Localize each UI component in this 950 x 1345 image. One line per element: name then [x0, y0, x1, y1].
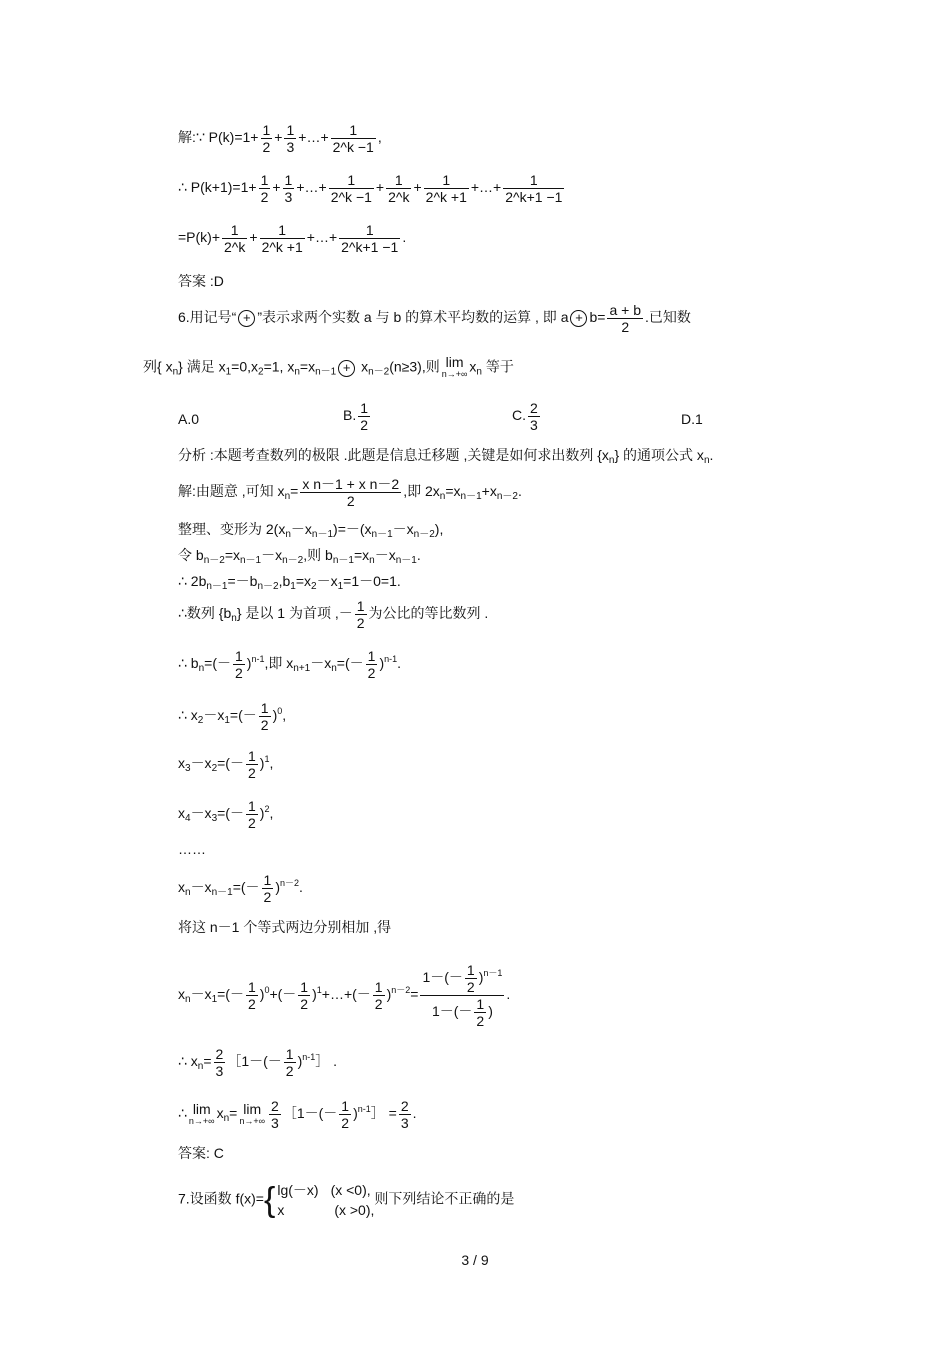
- solution-line-3: =P(k)+ $\frac{1}{2\^{}k}$ + $\frac{1}{2\^{}k +1}$ +…+ $\frac{1}{2\^{}k+1 -1}$ .: [178, 222, 407, 255]
- solution-line-2: ∴ P(k+1)=1+ $\frac{1}{2}$ + $\frac{1}{3}$ +…+ $\frac{1}{2\^{}k -1}$ + $\frac{1}{2\^{}k}$ + $\frac{1}{2\^{}k +1}$ +…+ $\frac{1}{2\^{}k+1 -1}$: [178, 172, 563, 205]
- fraction: $\frac{1}{2\^{}k}$: [388, 172, 410, 205]
- fraction: $\frac{1}{3}$: [286, 122, 295, 155]
- fraction: $\frac{1}{2\^{}k}$: [224, 222, 246, 255]
- fraction: $\frac{1}{2\^{}k+1 -1}$: [341, 222, 399, 255]
- solution-6-11: 将这 n－1 个等式两边分别相加 ,得: [178, 919, 392, 935]
- answer-1: 答案 :D: [178, 273, 224, 289]
- solution-6-6: ∴ $b_n=(-$ $\frac{1}{2}$ )$^{n-1}$,即 $x_{n+1}-x_n=(-$ $\frac{1}{2}$ )$^{n-1}$.: [178, 648, 402, 681]
- circle-plus-icon: +: [238, 310, 255, 327]
- fraction: $\frac{1}{2}$: [260, 172, 269, 205]
- solution-6-13: ∴ $x_n=$ $\frac{2}{3}$ ［1－(－ $\frac{1}{2}$ )$^{n-1}$］ .: [178, 1046, 338, 1079]
- choice-c: C. $\frac{2}{3}$: [512, 400, 538, 433]
- solution-6-14: ∴ lim n→+∞ $x_n=$ lim n→+∞ $\frac{2}{3}$ ［1－(－ $\frac{1}{2}$ )$^{n-1}$］ = $\frac{2}{3}$ .: [178, 1098, 417, 1131]
- solution-6-7: ∴ $x_2-x_1=(-$ $\frac{1}{2}$ )$^0$,: [178, 700, 287, 733]
- fraction: $\frac{1}{2\^{}k -1}$: [330, 172, 372, 205]
- ellipsis: ……: [178, 841, 206, 857]
- fraction: $\frac{a + b}{2}$: [609, 302, 641, 335]
- fraction: $\frac{1}{2\^{}k +1}$: [261, 222, 303, 255]
- answer-2: 答案: C: [178, 1145, 224, 1161]
- question-6: 6.用记号“ + ”表示求两个实数 a 与 b 的算术平均数的运算 , 即 a + b= $\frac{a + b}{2}$ .已知数: [178, 302, 691, 335]
- question-6-cont: 列{ $x_n$} 满足 $x_1=0,x_2=1$, $x_n=x_{n-1} + x_{n-2}(n\ge 3)$,则 lim n→+∞ $x_n$ 等于: [143, 354, 514, 379]
- solution-6-1: 解:由题意 ,可知 $x_n=$ $\frac{\text{x n－1 + x n－2}}{2}$ ,即 $2x_n=x_{n-1}+x_{n-2}$.: [178, 476, 522, 509]
- solution-6-10: $x_n-x_{n-1}=(-$ $\frac{1}{2}$ )$^{n-2}$.: [178, 872, 303, 905]
- choice-d: D.1: [681, 411, 703, 427]
- limit: lim n→+∞: [441, 354, 468, 379]
- fraction: $\frac{1}{2\^{}k -1}$: [332, 122, 374, 155]
- circle-plus-icon: +: [338, 360, 355, 377]
- choice-a: A.0: [178, 411, 200, 427]
- fraction: $\frac{1}{2\^{}k+1 -1}$: [505, 172, 563, 205]
- solution-6-12: $x_n-x_1=(-$ $\frac{1}{2}$ )$^0$+(－ $\frac{1}{2}$ )$^1$+…+(－ $\frac{1}{2}$ )$^{n-2}$= 1－(－ $\frac{1}{2}$ )$^{n-1}$ 1－(－ $\frac{1}{2}$ ) .: [178, 962, 511, 1029]
- solution-6-3: 令 $b_{n-2}=x_{n-1}-x_{n-2}$,则 $b_{n-1}=x_n-x_{n-1}$.: [178, 547, 421, 566]
- left-brace-icon: {: [263, 1181, 276, 1219]
- piecewise-cases: lg(－x) (x <0), x (x >0),: [277, 1182, 375, 1218]
- solution-line-1: 解:∵ P(k)=1+ $\frac{1}{2}$ + $\frac{1}{3}$ +…+ $\frac{1}{2\^{}k -1}$ ,: [178, 122, 382, 155]
- choice-b: B. $\frac{1}{2}$: [343, 400, 369, 433]
- question-7: 7.设函数 f(x)={ lg(－x) (x <0), x (x >0), 则下列结论不正确的是: [178, 1181, 515, 1219]
- big-fraction: 1－(－ $\frac{1}{2}$ )$^{n-1}$ 1－(－ $\frac{1}{2}$ ): [422, 962, 503, 1029]
- analysis: 分析 :本题考查数列的极限 .此题是信息迁移题 ,关键是如何求出数列 $\{x_n\}$ 的通项公式 $x_n$.: [178, 447, 714, 466]
- solution-6-5: ∴数列 $\{b_n\}$ 是以 1 为首项 ,－ $\frac{1}{2}$ 为公比的等比数列 .: [178, 598, 489, 631]
- solution-6-2: 整理、变形为 $2(x_n-x_{n-1})=-(x_{n-1}-x_{n-2})$,: [178, 521, 444, 540]
- solution-6-4: ∴ $2b_{n-1}=-b_{n-2},b_1=x_2-x_1=1-0=1$.: [178, 573, 401, 592]
- page-number: 3 / 9: [461, 1252, 489, 1268]
- fraction: $\frac{1}{2}$: [262, 122, 271, 155]
- limit: lim n→+∞: [188, 1100, 215, 1126]
- fraction: $\frac{1}{3}$: [284, 172, 293, 205]
- solution-6-9: $x_4-x_3=(-$ $\frac{1}{2}$ )$^2$,: [178, 798, 274, 831]
- circle-plus-icon: +: [570, 310, 587, 327]
- limit: lim n→+∞: [239, 1100, 266, 1126]
- solution-6-8: $x_3-x_2=(-$ $\frac{1}{2}$ )$^1$,: [178, 748, 274, 781]
- fraction: $\frac{1}{2\^{}k +1}$: [425, 172, 467, 205]
